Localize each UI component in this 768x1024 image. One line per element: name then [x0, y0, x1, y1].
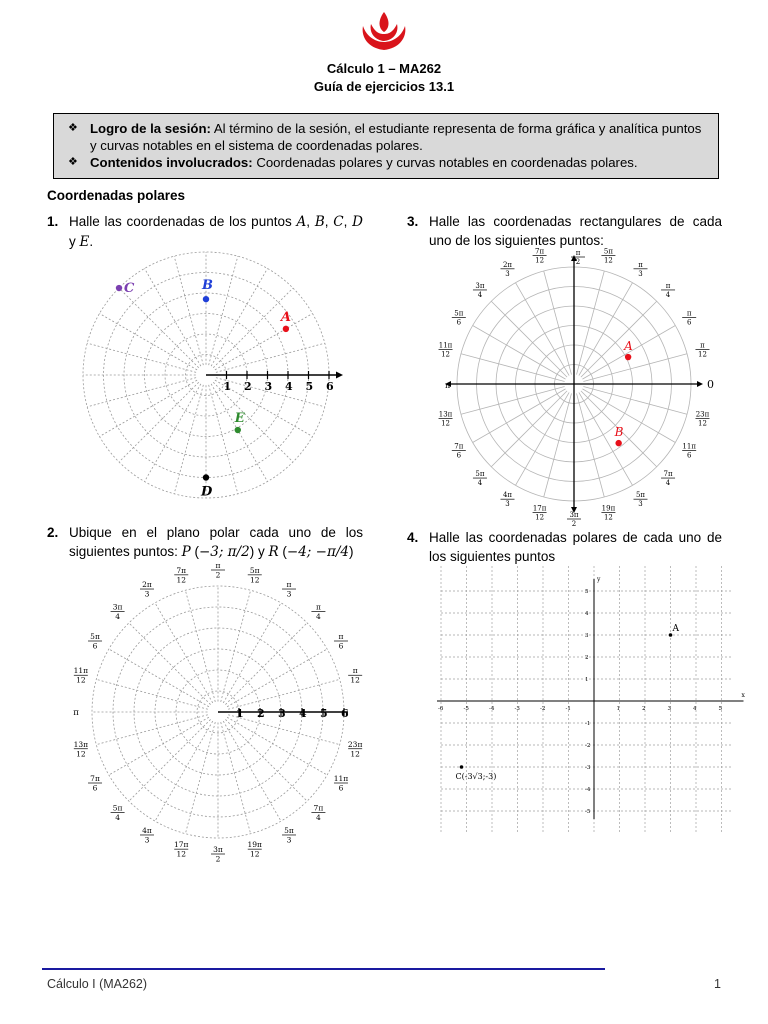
zero-label: 0	[707, 378, 714, 391]
angle-label-den: 12	[698, 419, 707, 428]
grid-ray	[581, 301, 657, 377]
angle-label-den: 6	[456, 318, 462, 327]
course-title: Cálculo 1 – MA262	[326, 61, 442, 76]
angle-label-num: 7π	[176, 565, 187, 575]
sep: ,	[343, 214, 348, 229]
angle-label-den: 6	[92, 641, 98, 651]
grid-ray	[215, 314, 313, 370]
angle-label-num: 11π	[682, 442, 696, 451]
contents-text: Coordenadas polares y curvas notables en coordenadas polares.	[256, 155, 638, 170]
angle-label-den: 12	[350, 749, 360, 759]
y-tick-label: 1	[585, 677, 589, 683]
axis-tick-label: 4	[299, 707, 307, 720]
angle-label-num: π	[338, 632, 344, 641]
cartesian-grid-q4	[422, 575, 745, 815]
axis-tick-label: 1	[223, 380, 232, 393]
grid-ray	[174, 385, 203, 494]
point-label-a: A	[672, 624, 679, 634]
angle-label-num: 5π	[284, 825, 294, 835]
polar-grid-q2	[64, 561, 364, 864]
point-label-e: E	[234, 411, 245, 427]
x-tick-label: 1	[616, 706, 620, 712]
question-number: 4.	[407, 530, 419, 545]
y-tick-label: -5	[585, 809, 591, 815]
angle-label-den: 3	[144, 835, 150, 845]
angle-label-num: 17π	[174, 840, 189, 850]
angle-label-num: π	[686, 309, 692, 318]
angle-label-den: 6	[92, 783, 98, 793]
angle-label-den: 4	[316, 612, 321, 622]
angle-label-den: 12	[176, 849, 187, 859]
angle-label-den: 3	[638, 500, 643, 509]
grid-ray	[96, 715, 208, 745]
angle-label-den: 12	[698, 350, 707, 359]
page-number: 1	[714, 977, 721, 991]
grid-ray	[225, 623, 307, 705]
point-label-c: C	[124, 281, 135, 297]
angle-label-den: 2	[571, 520, 577, 528]
question-2	[47, 523, 363, 562]
y-tick-label: -4	[585, 787, 591, 793]
section-title: Coordenadas polares	[47, 188, 186, 203]
angle-label-num: 3π	[112, 602, 123, 612]
angle-label-den: 12	[176, 575, 187, 585]
angle-label-den: 2	[215, 570, 221, 580]
angle-label-num: π	[575, 249, 581, 257]
x-tick-label: -1	[565, 706, 571, 712]
angle-label-den: 12	[350, 675, 360, 685]
grid-ray	[109, 649, 209, 707]
angle-label-den: 4	[115, 612, 120, 622]
angle-label-num: π	[215, 561, 221, 570]
guide-title: Guía de ejercicios 13.1	[313, 79, 455, 94]
angle-label-den: 3	[505, 269, 510, 278]
point-label-a: A	[280, 309, 291, 325]
polar-grid-q1	[84, 253, 334, 500]
angle-label-den: 6	[456, 451, 462, 460]
x-axis-label: x	[741, 692, 745, 699]
x-tick-label: 2	[642, 706, 646, 712]
angle-label-num: 13π	[73, 739, 89, 749]
angle-label-den: 4	[477, 290, 483, 299]
point-a	[625, 354, 631, 360]
angle-label-num: 7π	[535, 247, 545, 256]
question-1-text	[47, 212, 363, 252]
angle-label-num: 5π	[90, 632, 100, 641]
angle-label-den: 12	[249, 575, 260, 585]
sep: ,	[306, 214, 311, 229]
angle-label-num: 23π	[347, 739, 363, 749]
grid-ray	[129, 719, 211, 801]
objectives-box	[53, 113, 719, 179]
angle-label-num: π	[638, 260, 643, 269]
question-1	[47, 212, 363, 252]
angle-label-num: 3π	[569, 511, 579, 519]
footer-divider	[42, 968, 605, 970]
angle-label-num: 5π	[112, 803, 123, 813]
point-b	[615, 440, 621, 446]
axis-tick-label: 2	[257, 707, 265, 720]
angle-label-den: 4	[665, 290, 671, 299]
angle-label-den: 4	[316, 812, 321, 822]
x-tick-label: -6	[438, 706, 444, 712]
y-tick-label: 2	[585, 655, 589, 661]
axis-tick-label: 5	[320, 707, 328, 720]
question-3-text: Halle las coordenadas rectangulares de cada uno de los siguientes puntos:	[429, 214, 722, 248]
y-axis-label: y	[597, 576, 601, 583]
angle-label-num: 7π	[454, 442, 464, 451]
angle-label-num: 7π	[663, 470, 673, 479]
axis-tick-label: 3	[264, 380, 273, 393]
angle-label-den: 12	[76, 675, 86, 685]
angle-label-num: 17π	[532, 504, 547, 513]
grid-ray	[213, 382, 293, 462]
question-text: Ubique en el plano polar cada uno de los siguientes puntos:	[69, 525, 363, 559]
var-d: D	[352, 214, 363, 230]
axis-tick-label: 1	[236, 707, 244, 720]
grid-ray	[119, 382, 199, 462]
question-4	[407, 528, 722, 566]
x-tick-label: 5	[718, 706, 722, 712]
arrow-icon	[697, 381, 703, 387]
y-tick-label: -1	[585, 721, 591, 727]
angle-label-num: π	[665, 281, 671, 290]
question-text: Halle las coordenadas de los puntos	[69, 214, 292, 229]
grid-ray	[491, 391, 567, 467]
conj: y	[257, 544, 265, 559]
angle-label-den: 12	[249, 849, 260, 859]
angle-label-den: 3	[638, 269, 643, 278]
angle-label-num: 3π	[213, 845, 223, 854]
angle-label-den: 12	[535, 513, 545, 522]
point-a	[283, 326, 289, 332]
point-p-label: P	[181, 544, 191, 560]
angle-label-den: 3	[286, 589, 292, 599]
angle-label-num: π	[315, 602, 321, 612]
footer-course: Cálculo I (MA262)	[47, 977, 148, 991]
y-tick-label: 5	[585, 589, 589, 595]
diamond-bullet-icon: ❖	[68, 122, 78, 134]
question-3	[407, 212, 722, 250]
angle-label-den: 12	[441, 350, 450, 359]
angle-label-den: 6	[338, 783, 344, 793]
var-b: B	[314, 214, 325, 230]
contents-label: Contenidos involucrados:	[90, 155, 253, 170]
point-label-b: B	[202, 278, 213, 294]
angle-label-den: 6	[338, 641, 344, 651]
angle-label-den: 2	[215, 854, 221, 864]
axis-tick-label: 3	[278, 707, 286, 720]
angle-label-den: 12	[535, 256, 545, 265]
point-c	[460, 765, 464, 769]
question-2-text: Ubique en el plano polar cada uno de los siguientes puntos: P (−3; π/2) y R (−4; −π/4)	[69, 525, 363, 560]
angle-label-num: π	[286, 580, 292, 590]
angle-label-den: 4	[477, 479, 483, 488]
var-a: A	[296, 214, 307, 230]
goal-label: Logro de la sesión:	[90, 121, 211, 136]
angle-label-den: 6	[686, 318, 692, 327]
question-number: 1.	[47, 214, 59, 229]
point-label-b: B	[614, 425, 624, 440]
point-r-coord: −4; −π/4	[286, 544, 349, 560]
axis-tick-label: 2	[244, 380, 252, 393]
point-b	[203, 296, 209, 302]
goal-row	[68, 120, 710, 154]
university-logo	[357, 8, 411, 54]
angle-label: π	[445, 381, 451, 390]
angle-label-num: 5π	[635, 491, 646, 500]
angle-label-num: 19π	[247, 840, 262, 850]
angle-label-den: 6	[686, 451, 692, 460]
angle-label-num: 2π	[502, 260, 513, 269]
y-tick-label: 3	[585, 633, 589, 639]
angle-label-den: 12	[441, 419, 450, 428]
angle-label-den: 4	[115, 812, 120, 822]
axis-tick-label: 6	[341, 707, 349, 720]
sep: ,	[324, 214, 329, 229]
x-tick-label: -5	[463, 706, 469, 712]
question-number: 3.	[407, 214, 419, 229]
angle-label-num: 11π	[333, 774, 349, 783]
point-label-a: A	[624, 339, 633, 354]
angle-label-den: 3	[505, 500, 510, 509]
grid-ray	[145, 384, 201, 482]
angle-label-num: 7π	[90, 774, 100, 783]
angle-label-num: 2π	[142, 580, 152, 590]
x-tick-label: 4	[693, 706, 697, 712]
x-tick-label: 3	[667, 706, 671, 712]
angle-label-num: 7π	[313, 803, 324, 813]
grid-ray	[185, 590, 215, 702]
angle-label-den: 12	[76, 749, 86, 759]
angle-label-num: 3π	[475, 281, 485, 290]
question-4-text: Halle las coordenadas polares de cada uno de los siguientes puntos	[429, 530, 722, 564]
conj: y	[69, 234, 76, 249]
x-tick-label: -2	[540, 706, 546, 712]
point-label-c: C(-3√3;-3)	[455, 772, 497, 781]
grid-ray	[129, 623, 211, 705]
diamond-bullet-icon: ❖	[68, 156, 78, 168]
point-e	[235, 427, 241, 433]
axis-tick-label: 6	[326, 380, 334, 393]
angle-label-num: π	[352, 666, 358, 676]
grid-ray	[119, 288, 199, 368]
angle-label-num: 13π	[438, 410, 453, 419]
point-label-d: D	[201, 484, 213, 500]
angle-label-num: 19π	[601, 504, 616, 513]
axis-tick-label: 4	[285, 380, 293, 393]
point-d	[203, 474, 209, 480]
period: .	[89, 234, 94, 249]
grid-ray	[228, 679, 340, 709]
goal-text: Al término de la sesión, el estudiante representa de forma gráfica y analítica puntos y curvas notables en el sistema de coordenadas polares.	[90, 121, 702, 153]
y-tick-label: 4	[585, 611, 589, 617]
contents-row	[68, 154, 710, 171]
question-number: 2.	[47, 525, 59, 540]
angle-label-den: 12	[603, 513, 613, 522]
y-tick-label: -3	[585, 765, 591, 771]
angle-label-num: 5π	[249, 565, 260, 575]
grid-ray	[213, 288, 293, 368]
point-r-label: R	[268, 544, 279, 560]
angle-label-den: 3	[286, 835, 292, 845]
angle-label-den: 4	[665, 479, 671, 488]
grid-ray	[227, 649, 327, 707]
angle-label-den: 12	[603, 256, 613, 265]
var-e: E	[79, 234, 90, 250]
point-p-coord: −3; π/2	[198, 544, 250, 560]
grid-ray	[174, 256, 203, 365]
grid-ray	[87, 378, 196, 407]
grid-ray	[99, 314, 197, 370]
angle-label-num: 5π	[603, 247, 613, 256]
grid-ray	[491, 301, 567, 377]
x-tick-label: -4	[489, 706, 495, 712]
angle-label: π	[73, 708, 79, 718]
angle-label-num: 23π	[695, 410, 710, 419]
angle-label-num: 11π	[438, 341, 453, 350]
angle-label-num: 4π	[502, 491, 513, 500]
x-tick-label: -3	[514, 706, 520, 712]
point-c	[116, 285, 122, 291]
polar-grid-q3	[432, 247, 720, 528]
var-c: C	[333, 214, 344, 230]
y-tick-label: -2	[585, 743, 591, 749]
angle-label-num: 5π	[454, 309, 464, 318]
angle-label-num: 5π	[475, 470, 485, 479]
grid-ray	[225, 719, 307, 801]
grid-ray	[109, 717, 209, 775]
angle-label-num: π	[700, 341, 705, 350]
angle-label-num: 4π	[142, 825, 152, 835]
axis-tick-label: 5	[305, 380, 314, 393]
angle-label-den: 2	[575, 258, 581, 266]
angle-label-num: 11π	[73, 666, 89, 676]
polar-axis-arrow	[336, 372, 343, 379]
angle-label-den: 3	[144, 589, 150, 599]
